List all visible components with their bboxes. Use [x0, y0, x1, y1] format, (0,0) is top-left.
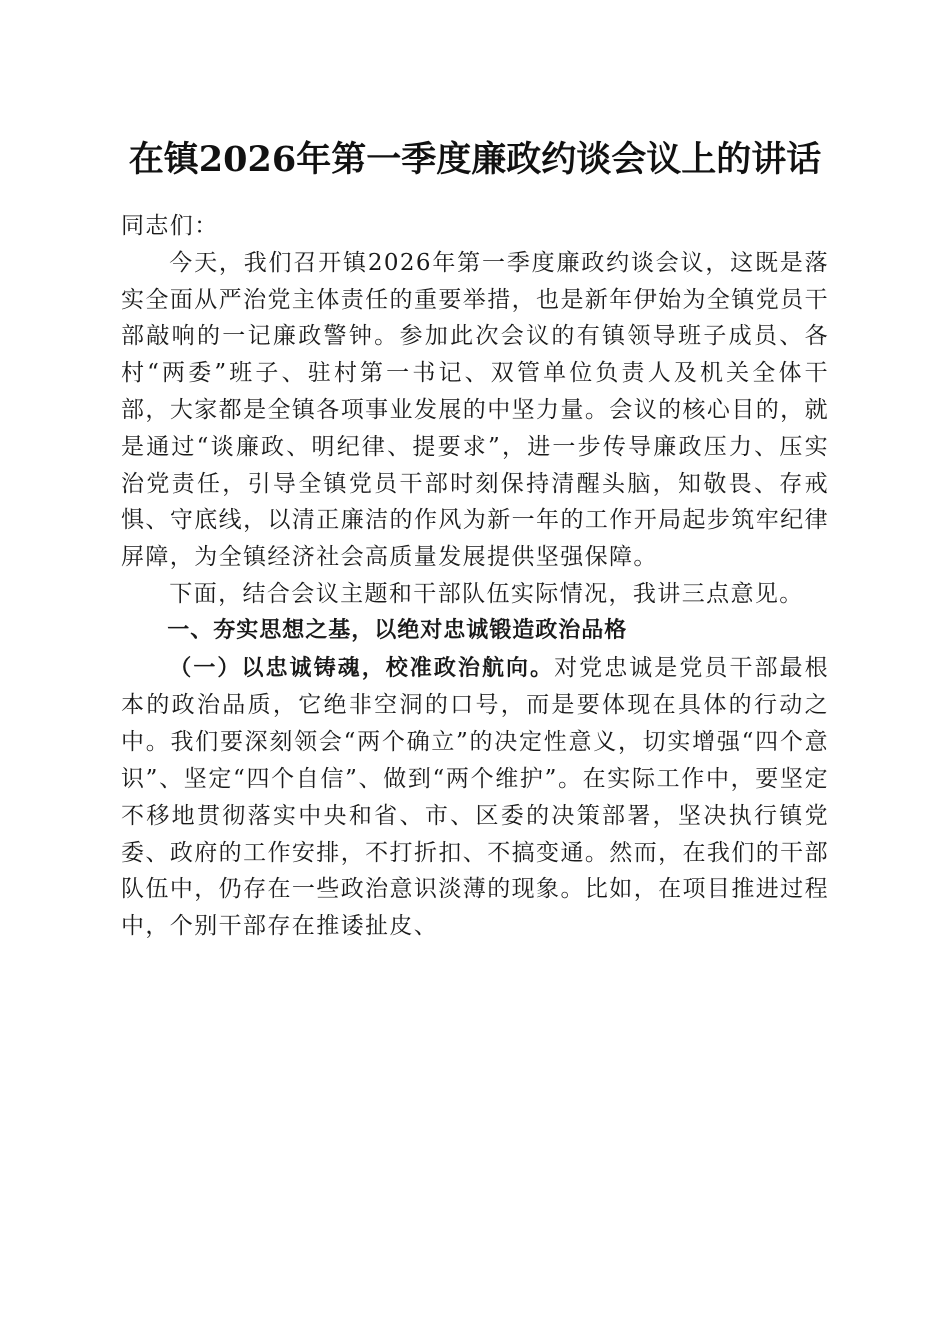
salutation: 同志们： [121, 213, 219, 239]
opening-paragraph: 今天，我们召开镇2026年第一季度廉政约谈会议，这既是落实全面从严治党主体责任的重要举措，也是新年伊始为全镇党员干部敲响的一记廉政警钟。参加此次会议的有镇领导班子成员、各村“两委”班子、驻村第一书记、双管单位负责人及机关全体干部，大家都是全镇各项事业发展的中坚力量。会议的核心目的，就是通过“谈廉政、明纪律、提要求”，进一步传导廉政压力、压实治党责任，引导全镇党员干部时刻保持清醒头脑，知敬畏、存戒惧、守底线，以清正廉洁的作风为新一年的工作开局起步筑牢纪律屏障，为全镇经济社会高质量发展提供坚强保障。 [121, 249, 829, 571]
document-body [121, 208, 829, 945]
transition-paragraph: 下面，结合会议主题和干部队伍实际情况，我讲三点意见。 [169, 580, 804, 607]
subsection-paragraph-1 [121, 650, 829, 945]
section-heading-1: 一、夯实思想之基，以绝对忠诚锻造政治品格 [167, 617, 628, 643]
subsection-text-1: 对党忠诚是党员干部最根本的政治品质，它绝非空洞的口号，而是要体现在具体的行动之中。我们要深刻领会“两个确立”的决定性意义，切实增强“四个意识”、坚定“四个自信”、做到“两个维护”。在实际工作中，要坚定不移地贯彻落实中央和省、市、区委的决策部署，坚决执行镇党委、政府的工作安排，不打折扣、不搞变通。然而，在我们的干部队伍中，仍存在一些政治意识淡薄的现象。比如，在项目推进过程中，个别干部存在推诿扯皮、 [121, 654, 829, 940]
document-title: 在镇2026年第一季度廉政约谈会议上的讲话 [128, 139, 822, 180]
subsection-heading-1: （一）以忠诚铸魂，校准政治航向。 [169, 655, 555, 681]
